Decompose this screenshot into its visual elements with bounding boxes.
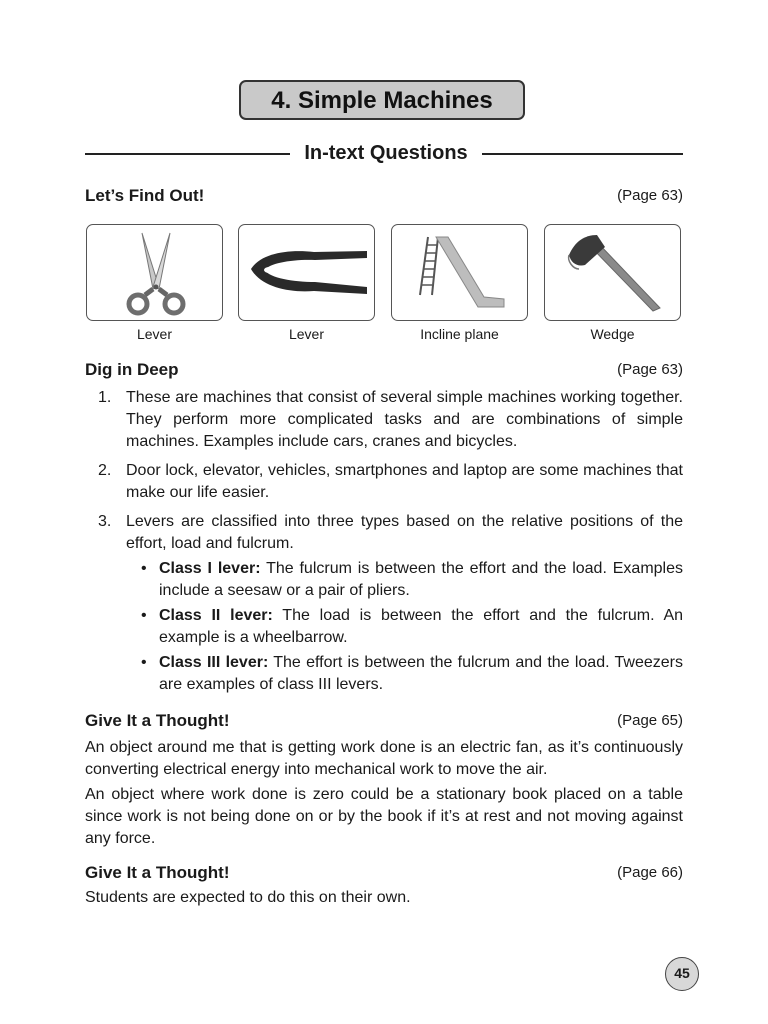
bullet-text: The effort is between the fulcrum and the load. Tweezers are examples of class III levers.: [159, 654, 683, 693]
thought2-header: [85, 862, 683, 884]
lever-class-bullet: [85, 652, 683, 696]
thought2-page-ref: (Page 66): [617, 864, 683, 881]
lever-class-bullet: [85, 558, 683, 602]
bullet-term: Class III lever:: [159, 654, 269, 671]
item-text: Levers are classified into three types based on the relative positions of the effort, load and fulcrum.: [126, 513, 683, 552]
dig-deep-header: [85, 359, 683, 381]
divider-right: [482, 153, 683, 155]
scissors-image-box: [86, 224, 223, 321]
item-number: 1.: [98, 389, 112, 406]
image-caption: Wedge: [590, 326, 635, 342]
image-caption: Incline plane: [420, 326, 499, 342]
slide-icon: [392, 225, 529, 322]
bullet-text: The fulcrum is between the effort and the load. Examples include a seesaw or a pair of pliers.: [159, 560, 683, 599]
bullet-dot: •: [141, 654, 147, 671]
divider-left: [85, 153, 290, 155]
axe-image-box: [544, 224, 681, 321]
item-number: 2.: [98, 462, 112, 479]
slide-image-box: [391, 224, 528, 321]
bullet-term: Class II lever:: [159, 607, 273, 624]
list-item: [85, 387, 683, 453]
thought1-paragraph: An object around me that is getting work done is an electric fan, as it’s continuously converting electrical energy into mechanical work to move the air.: [85, 739, 683, 778]
find-out-heading: Let’s Find Out!: [85, 186, 205, 205]
item-text: Door lock, elevator, vehicles, smartphones and laptop are some machines that make our life easier.: [126, 462, 683, 501]
item-text: These are machines that consist of several simple machines working together. They perform more complicated tasks and are combinations of simple machines. Examples include cars, cranes and bicycles.: [126, 389, 683, 450]
thought1-page-ref: (Page 65): [617, 712, 683, 729]
nutcracker-icon: [239, 225, 376, 322]
thought1-heading: Give It a Thought!: [85, 711, 230, 730]
bullet-text: The load is between the effort and the fulcrum. An example is a wheelbarrow.: [159, 607, 684, 646]
bullet-term: Class I lever:: [159, 560, 261, 577]
thought1-paragraph: An object where work done is zero could be a stationary book placed on a table since work is not being done on or by the book if it’s at rest and not moving against any force.: [85, 786, 683, 847]
nutcracker-image-box: [238, 224, 375, 321]
image-caption: Lever: [136, 326, 173, 342]
dig-deep-heading: Dig in Deep: [85, 360, 179, 379]
dig-deep-list: [85, 387, 683, 696]
thought1-header: [85, 710, 683, 732]
bullet-dot: •: [141, 607, 147, 624]
thought2-paragraph: Students are expected to do this on their own.: [85, 889, 411, 906]
list-item: [85, 460, 683, 504]
scissors-icon: [87, 225, 224, 322]
item-number: 3.: [98, 513, 112, 530]
lever-class-bullet: [85, 605, 683, 649]
dig-deep-page-ref: (Page 63): [617, 361, 683, 378]
page-number: 45: [665, 957, 699, 991]
bullet-dot: •: [141, 560, 147, 577]
list-item: [85, 511, 683, 555]
find-out-page-ref: (Page 63): [617, 187, 683, 204]
image-caption: Lever: [288, 326, 325, 342]
find-out-header: [85, 185, 683, 207]
section-title: In-text Questions: [304, 142, 468, 164]
section-header: [85, 139, 683, 167]
thought2-heading: Give It a Thought!: [85, 863, 230, 882]
axe-icon: [545, 225, 682, 322]
chapter-title: 4. Simple Machines: [239, 80, 525, 120]
